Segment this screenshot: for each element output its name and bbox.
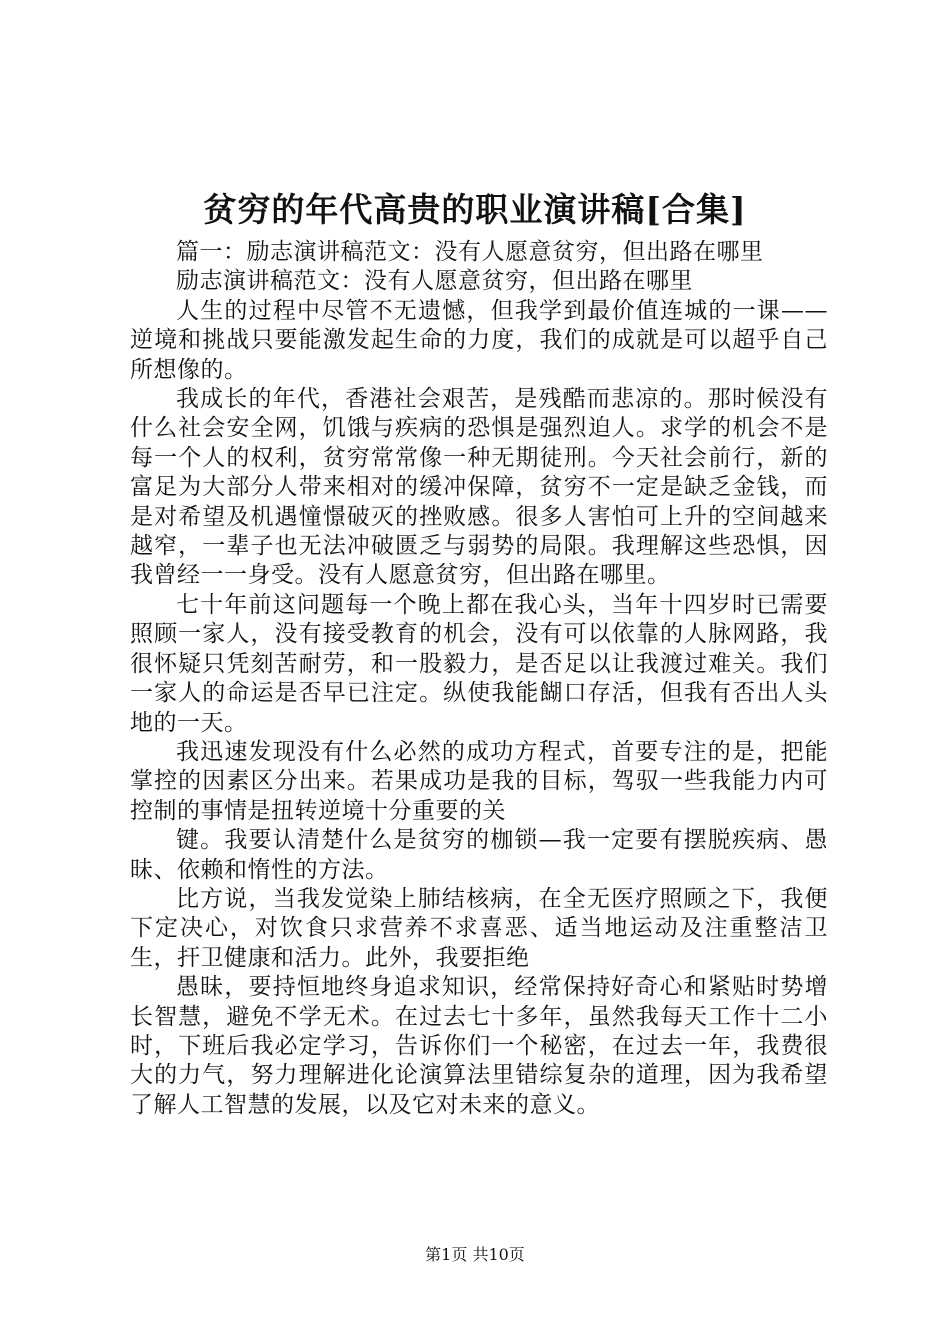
paragraph: 励志演讲稿范文：没有人愿意贫穷，但出路在哪里 — [176, 268, 693, 295]
paragraph: 我迅速发现没有什么必然的成功方程式，首要专注的是，把能掌控的因素区分出来。若果成功是我的目标，驾驭一些我能力内可控制的事情是扭转逆境十分重要的关 — [130, 738, 828, 824]
page-number-footer: 第1页 共10页 — [425, 1245, 525, 1264]
paragraph: 我成长的年代，香港社会艰苦，是残酷而悲凉的。那时候没有什么社会安全网，饥饿与疾病的恐惧是强烈迫人。求学的机会不是每一个人的权利，贫穷常常像一种无期徒刑。今天社会前行，新的富足为大部分人带来相对的缓冲保障，贫穷不一定是缺乏金钱，而是对希望及机遇憧憬破灭的挫败感。很多人害怕可上升的空间越来越窄，一辈子也无法冲破匮乏与弱势的局限。我理解这些恐惧，因我曾经一一身受。没有人愿意贫穷，但出路在哪里。 — [130, 386, 828, 589]
paragraph: 七十年前这问题每一个晚上都在我心头，当年十四岁时已需要照顾一家人，没有接受教育的机会，没有可以依靠的人脉网路，我很怀疑只凭刻苦耐劳，和一股毅力，是否足以让我渡过难关。我们一家人的命运是否早已注定。纵使我能餬口存活，但我有否出人头地的一天。 — [130, 591, 828, 736]
paragraph: 篇一：励志演讲稿范文：没有人愿意贫穷，但出路在哪里 — [176, 239, 764, 265]
document-title: 贫穷的年代高贵的职业演讲稿[合集] — [203, 190, 747, 229]
paragraph: 人生的过程中尽管不无遗憾，但我学到最价值连城的一课——逆境和挑战只要能激发起生命的力度，我们的成就是可以超乎自己所想像的。 — [130, 297, 828, 383]
paragraph: 比方说，当我发觉染上肺结核病，在全无医疗照顾之下，我便下定决心，对饮食只求营养不求喜恶、适当地运动及注重整洁卫生，扞卫健康和活力。此外，我要拒绝 — [130, 885, 828, 971]
paragraph: 愚昧，要持恒地终身追求知识，经常保持好奇心和紧贴时势增长智慧，避免不学无术。在过去七十多年，虽然我每天工作十二小时，下班后我必定学习，告诉你们一个秘密，在过去一年，我费很大的力气，努力理解进化论演算法里错综复杂的道理，因为我希望了解人工智慧的发展，以及它对未来的意义。 — [130, 974, 828, 1118]
paragraph: 键。我要认清楚什么是贫穷的枷锁—我一定要有摆脱疾病、愚昧、依赖和惰性的方法。 — [130, 827, 828, 883]
document-body — [130, 238, 828, 1120]
